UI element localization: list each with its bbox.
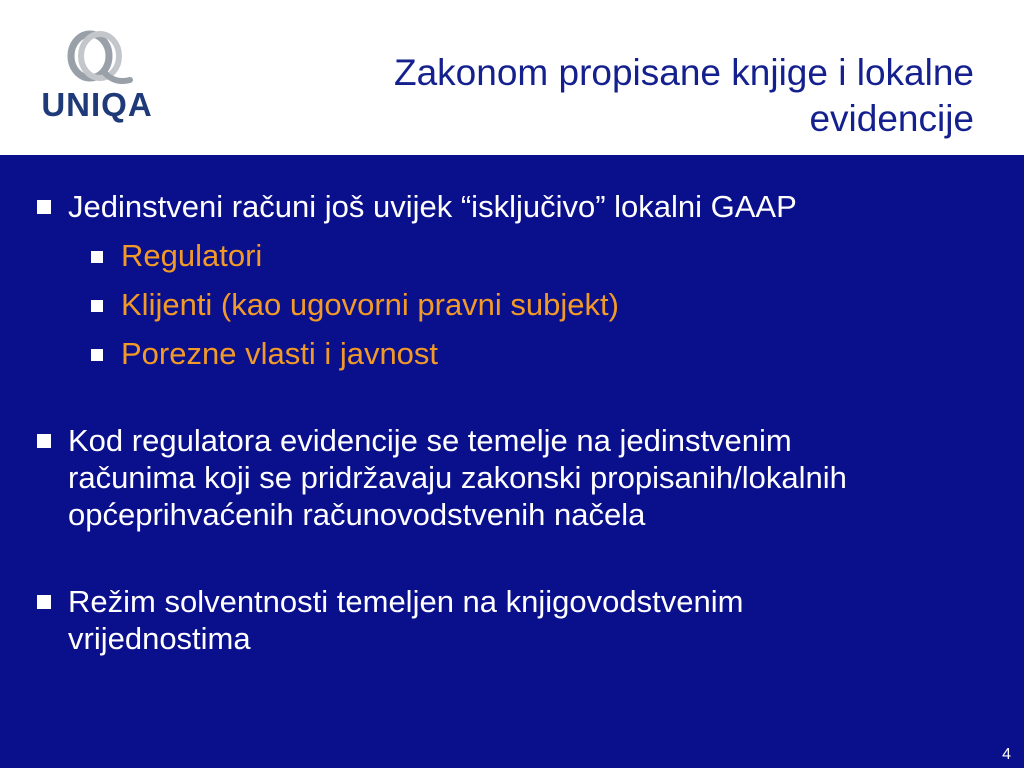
sub-bullet-1 bbox=[34, 237, 984, 274]
bullet-3-line-1: Režim solventnosti temeljen na knjigovodstvenim bbox=[68, 584, 744, 619]
square-bullet-icon bbox=[91, 251, 103, 263]
slide-header bbox=[0, 0, 1024, 155]
bullet-3-line-2: vrijednostima bbox=[68, 621, 251, 656]
square-bullet-icon bbox=[37, 595, 51, 609]
sub-bullet-2 bbox=[34, 286, 984, 323]
title-line-1: Zakonom propisane knjige i lokalne bbox=[393, 52, 974, 93]
bullet-1-text: Jedinstveni računi još uvijek “isključivo” lokalni GAAP bbox=[68, 189, 797, 224]
sub-bullet-3 bbox=[34, 335, 984, 372]
slide-content bbox=[34, 188, 984, 657]
square-bullet-icon bbox=[91, 349, 103, 361]
square-bullet-icon bbox=[37, 434, 51, 448]
page-title bbox=[274, 50, 974, 142]
page-number: 4 bbox=[1002, 746, 1011, 763]
bullet-2-line-2: računima koji se pridržavaju zakonski propisanih/lokalnih bbox=[68, 460, 847, 495]
bullet-1 bbox=[34, 188, 984, 225]
sub-bullet-3-text: Porezne vlasti i javnost bbox=[121, 336, 439, 371]
bullet-3 bbox=[34, 583, 984, 657]
uniqa-logo bbox=[38, 28, 158, 128]
bullet-2-line-1: Kod regulatora evidencije se temelje na jedinstvenim bbox=[68, 423, 792, 458]
uniqa-wordmark: UNIQA bbox=[41, 86, 153, 123]
square-bullet-icon bbox=[37, 200, 51, 214]
uniqa-mark-icon bbox=[38, 28, 156, 88]
sub-bullet-1-text: Regulatori bbox=[121, 238, 263, 273]
sub-bullet-2-text: Klijenti (kao ugovorni pravni subjekt) bbox=[121, 287, 619, 322]
title-line-2: evidencije bbox=[809, 98, 974, 139]
bullet-2 bbox=[34, 422, 984, 533]
square-bullet-icon bbox=[91, 300, 103, 312]
bullet-2-line-3: općeprihvaćenih računovodstvenih načela bbox=[68, 497, 646, 532]
